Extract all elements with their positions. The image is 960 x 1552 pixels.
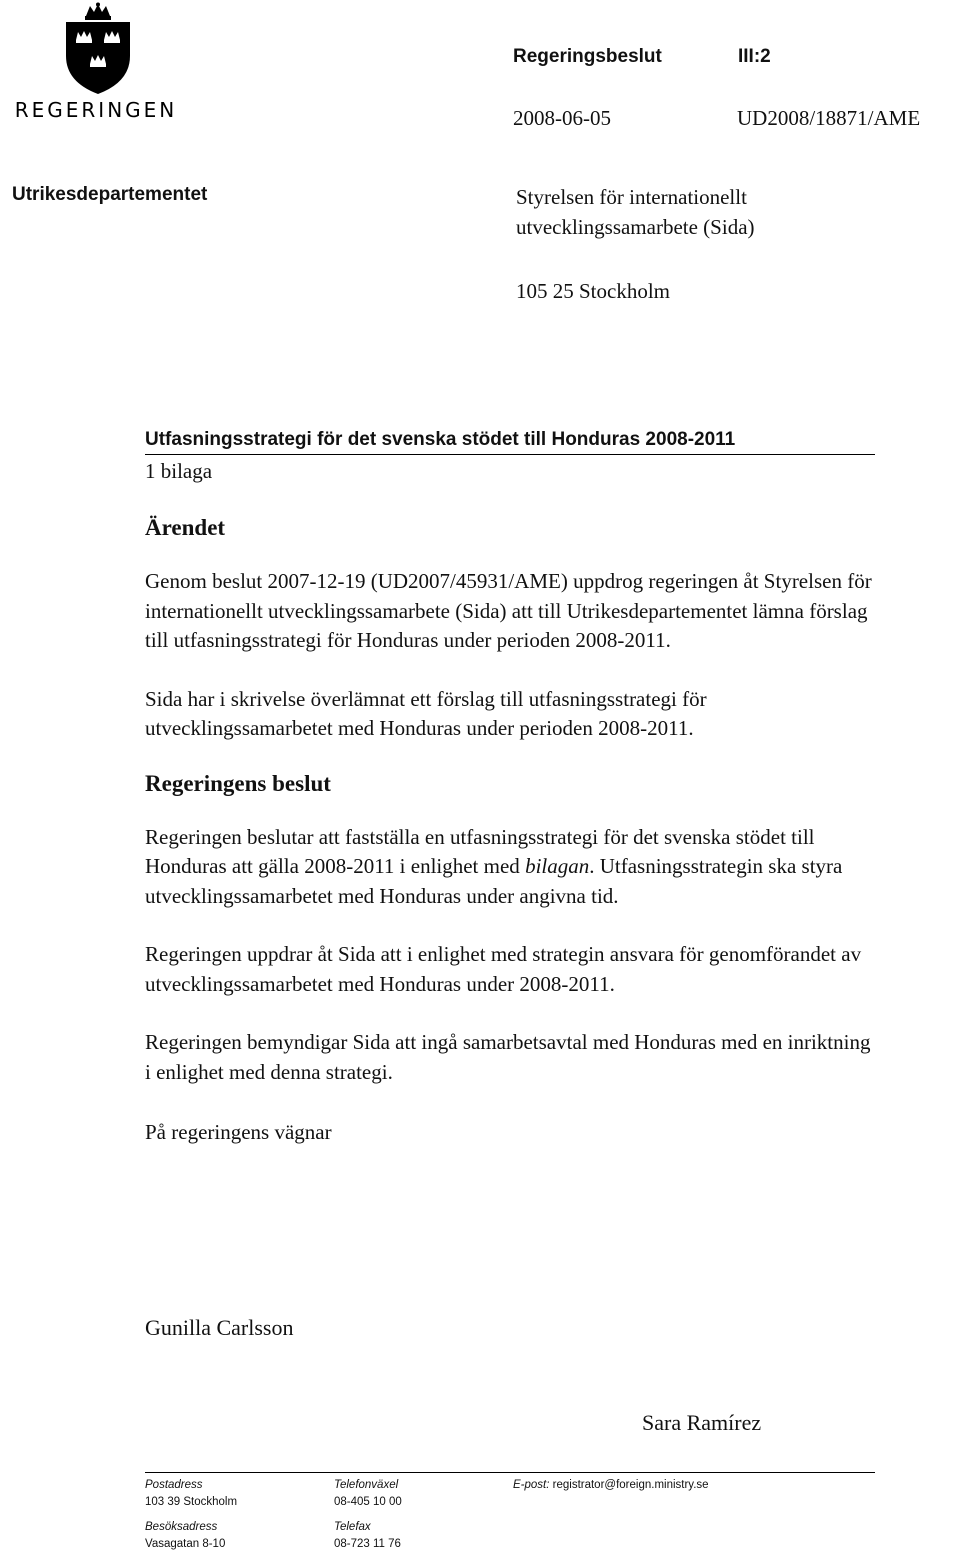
recipient-address: 105 25 Stockholm (516, 279, 671, 303)
beslut-paragraph-2: Regeringen uppdrar åt Sida att i enlighet med strategin ansvara för genomförandet av utvecklingssamarbetet med Honduras under 2008-2011. (145, 942, 862, 996)
item-number: III:2 (738, 46, 771, 67)
official-signature: Sara Ramírez (642, 1410, 762, 1435)
arendet-paragraph-1: Genom beslut 2007-12-19 (UD2007/45931/AME) uppdrog regeringen åt Styrelsen för internationellt utvecklingssamarbete (Sida) att till Utrikesdepartementet lämna förslag till utfasningsstrategi för Honduras under perioden 2008-2011. (145, 569, 872, 652)
email-label: E-post: (513, 1479, 550, 1491)
heading-arendet: Ärendet (145, 515, 226, 540)
telefonvaxel-label: Telefonväxel (334, 1479, 399, 1491)
beslut-p1-text-start: Regeringen beslutar att fastställa en utfasningsstrategi för det svenska stödet till Honduras att gälla 2008-2011 i enlighet med (145, 824, 815, 878)
telefax-value: 08-723 11 76 (334, 1538, 401, 1550)
decision-date: 2008-06-05 (513, 106, 611, 130)
footer-email (513, 1477, 709, 1493)
beslut-paragraph-1 (145, 823, 875, 912)
minister-signature: Gunilla Carlsson (145, 1315, 294, 1340)
footer-divider (145, 1472, 875, 1473)
email-link[interactable]: registrator@foreign.ministry.se (552, 1479, 709, 1491)
postadress-value: 103 39 Stockholm (145, 1496, 238, 1508)
three-crowns-shield-icon (6, 2, 186, 98)
postadress-label: Postadress (145, 1479, 203, 1491)
on-behalf-line: På regeringens vägnar (145, 1120, 332, 1144)
footer-phone (334, 1477, 402, 1552)
government-logo (6, 2, 186, 130)
logo-wordmark: REGERINGEN (14, 98, 178, 122)
reference-number: UD2008/18871/AME (737, 106, 921, 130)
beslut-p1-text-end: . Utfasningsstrategin ska styra utvecklingssamarbetet med Honduras under angivna tid. (145, 854, 843, 908)
subject-divider (145, 454, 875, 455)
attachment-reference: bilagan (525, 854, 590, 878)
beslut-paragraph-3: Regeringen bemyndigar Sida att ingå samarbetsavtal med Honduras med en inriktning i enlighet med denna strategi. (145, 1030, 871, 1084)
decision-type: Regeringsbeslut (513, 46, 662, 67)
heading-regeringens-beslut: Regeringens beslut (145, 770, 331, 796)
attachment-count: 1 bilaga (145, 459, 213, 483)
subject-title: Utfasningsstrategi för det svenska stödet till Honduras 2008-2011 (145, 429, 736, 450)
besoksadress-label: Besöksadress (145, 1521, 218, 1533)
recipient-name-line1: Styrelsen för internationellt (516, 185, 747, 209)
footer-postal (145, 1477, 237, 1552)
recipient-block (516, 182, 755, 306)
arendet-paragraph-2: Sida har i skrivelse överlämnat ett förslag till utfasningsstrategi för utvecklingssamarbetet med Honduras under perioden 2008-2011. (145, 686, 707, 740)
department-name: Utrikesdepartementet (12, 184, 208, 205)
recipient-name-line2: utvecklingssamarbete (Sida) (516, 215, 755, 239)
decision-body (145, 515, 875, 1148)
telefax-label: Telefax (334, 1521, 371, 1533)
besoksadress-value: Vasagatan 8-10 (145, 1538, 226, 1550)
telefonvaxel-value: 08-405 10 00 (334, 1496, 402, 1508)
